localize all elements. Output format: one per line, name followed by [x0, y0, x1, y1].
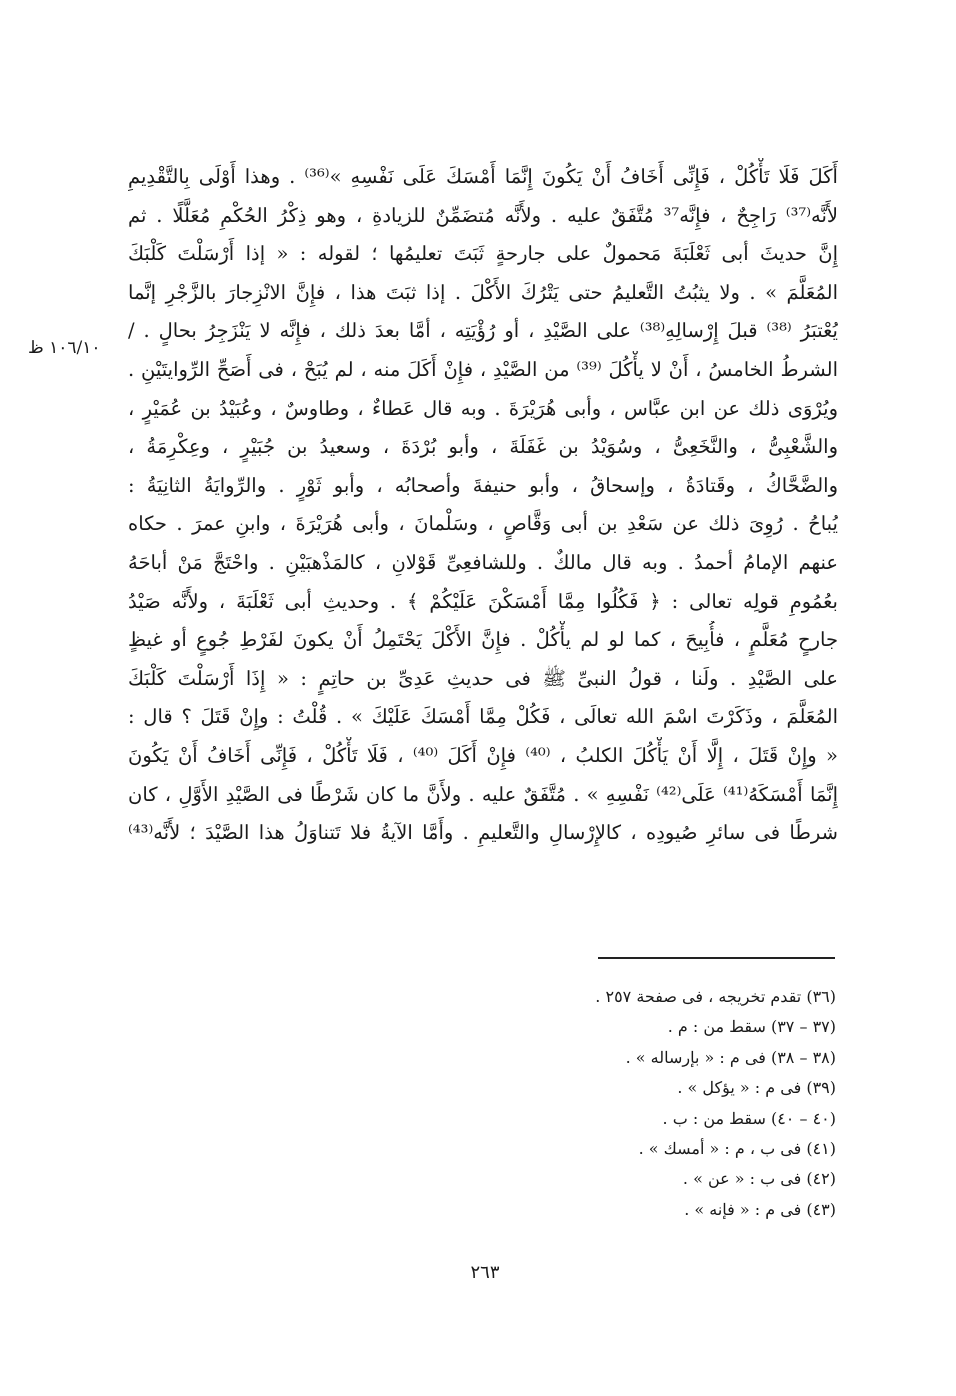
margin-folio-note: ١٠٦/١٠ ظ	[28, 338, 101, 358]
footnote: (٣٨ – ٣٨) فى م : « بإرساله » .	[625, 1047, 836, 1067]
footnote-separator	[598, 957, 835, 959]
footnote: (٣٩) فى م : « يؤكل » .	[677, 1078, 836, 1098]
footnote: (٤٣) فى م : « فإنه » .	[684, 1199, 836, 1219]
text-line: والشَّعْبِىُّ ، والنَّخَعِىُّ ، وسُوَيْدُ بن غَفَلَةَ ، وأبو بُرْدَةَ ، وسعيدُ بن جُبَيْرٍ ، وعِكْرِمَةُ ،	[128, 435, 838, 459]
text-line: شرطًا فى سائرِ صُيودِه ، كالإِرْسالِ والتَّعليمِ . وأَمَّا الآيةُ فلا تَتناوَلُ هذا الصَّيْدَ ؛ لأَنَّه⁽⁴³⁾	[128, 821, 838, 845]
text-line: إِنَّ حديثَ أبى ثَعْلَبَةَ مَحمولٌ على جارحةٍ ثَبَتَ تعليمُها ؛ لقوله : « إذا أَرْسَلْتَ كَلْبَكَ	[128, 242, 838, 266]
footnotes-block	[300, 982, 836, 1225]
text-line: بعُمُومِ قولِه تعالى : ﴿ فَكُلُوا مِمَّا أَمْسَكْنَ عَلَيْكُمْ ﴾ . وحديثِ أبى ثَعْلَبَةَ ، ولأَنَّه صَيْدُ	[128, 589, 838, 613]
text-line: المُعَلَّمَ » . ولا يثبُتُ التَّعليمُ حتى يَتْرُكَ الأَكْلَ . إذا ثبَتَ هذا ، فإِنَّ الانْزِجارَ بالزَّجْرِ إنَّما	[128, 280, 838, 304]
main-text-block	[128, 158, 838, 853]
footnote: (٤٢) فى ب : « عن » .	[682, 1169, 836, 1189]
text-line: المُعَلَّمَ ، وذَكَرْتَ اسْمَ الله تعالَى ، فَكُلْ مِمَّا أَمْسَكَ عَلَيْكَ » . قُلْتُ : وإِنْ قَتَلَ ؟ قال :	[128, 705, 838, 729]
text-line: الشرطُ الخامسُ ، أَنْ لا يأْكُلَ ⁽³⁹⁾ من الصَّيْدِ ، فإِنْ أَكَلَ منه ، لم يُبَحْ ، فى أَصَحِّ الرِّوايتَيْنِ .	[128, 357, 838, 381]
text-line: « وإِنْ قَتَلَ ، إِلَّا أَنْ يَأْكُلَ الكلبُ ، ⁽⁴⁰⁾ فإِنْ أَكَلَ ⁽⁴⁰⁾ ، فَلَا تَأْكُلْ ، فَإِنِّى أَخَافُ أَنْ يَكُونَ	[128, 743, 838, 767]
text-line: على الصَّيْدِ . ولَنا ، قولُ النبىِّ ﷺ فى حديثِ عَدِىِّ بن حاتِمٍ : « إِذَا أَرْسَلْتَ كَلْبَكَ	[128, 666, 838, 690]
footnote: (٣٧ – ٣٧) سقط من : م .	[667, 1017, 836, 1037]
text-line: عنهم الإمامُ أحمدُ . وبه قال مالكٌ . وللشافعِىِّ قَوْلانِ ، كالمَذْهبَيْنِ . واحْتَجَّ مَنْ أباحَهُ	[128, 550, 838, 574]
text-line: أَكَلَ فَلَا تَأْكُلْ ، فَإِنِّى أَخَافُ أَنْ يَكُونَ إِنَّمَا أَمْسَكَ عَلَى نَفْسِهِ »⁽³⁶⁾ . وهذا أَوْلَى بِالتَّقْدِيمِ	[128, 165, 838, 188]
text-line: ويُرْوَى ذلك عن ابن عبَّاس ، وأبى هُرَيْرَةَ . وبه قال عَطاءٌ ، وطاوسٌ ، وعُبَيْدُ بن عُمَيْرٍ ،	[128, 396, 838, 420]
page-number: ٢٦٣	[470, 1262, 500, 1283]
text-line: لأَنَّه⁽³⁷⁾ رَاجِحٌ ، فإِنَّه³⁷ مُتَّفَقٌ عليه . ولأَنَّه مُتضَمِّنٌ للزيادةِ ، وهو ذِكْرُ الحُكْمِ مُعَلَّلًا . ثم	[128, 203, 838, 227]
text-line: يُباحُ . رُوِىَ ذلك عن سَعْدِ بن أبى وَقَّاصٍ ، وسَلْمانَ ، وأبى هُرَيْرَةَ ، وابنِ عمرَ . حكاه	[128, 512, 838, 536]
text-line: جارحٍ مُعَلَّمٍ ، فأُبِيحَ ، كما لو لم يأْكُلْ . فإِنَّ الأَكْلَ يَحْتَمِلُ أَنْ يكونَ لفَرْطِ جُوعٍ أو غيظٍ	[128, 628, 838, 652]
footnote: (٤٠ – ٤٠) سقط من : ب .	[662, 1108, 836, 1128]
text-line: يُعْتبَرُ ⁽³⁸⁾ قبلَ إِرْسالِهِ⁽³⁸⁾ على الصَّيْدِ ، أو رُؤْيَتِه ، أمَّا بعدَ ذلك ، فإِنَّه لا يَنْزَجِرُ بحالٍ . /	[128, 319, 838, 343]
text-line: والضَّحَّاكُ ، وقَتادَةُ ، وإسحاقُ ، وأبو حنيفةَ وأصحابُه ، وأبو ثَوْرٍ . والرِّوايَةُ الثانِيَةُ :	[128, 473, 838, 497]
text-line: إِنَّمَا أَمْسَكَهُ⁽⁴¹⁾ عَلَى⁽⁴²⁾ نَفْسِهِ » . مُتَّفَقٌ عليه . ولأَنَّ ما كان شَرْطًا فى الصَّيْدِ الأَوَّلِ ، كان	[128, 782, 838, 806]
footnote: (٣٦) تقدم تخريجه ، فى صفحة ٢٥٧ .	[595, 987, 836, 1006]
footnote: (٤١) فى ب ، م : « أمسك » .	[638, 1138, 836, 1158]
